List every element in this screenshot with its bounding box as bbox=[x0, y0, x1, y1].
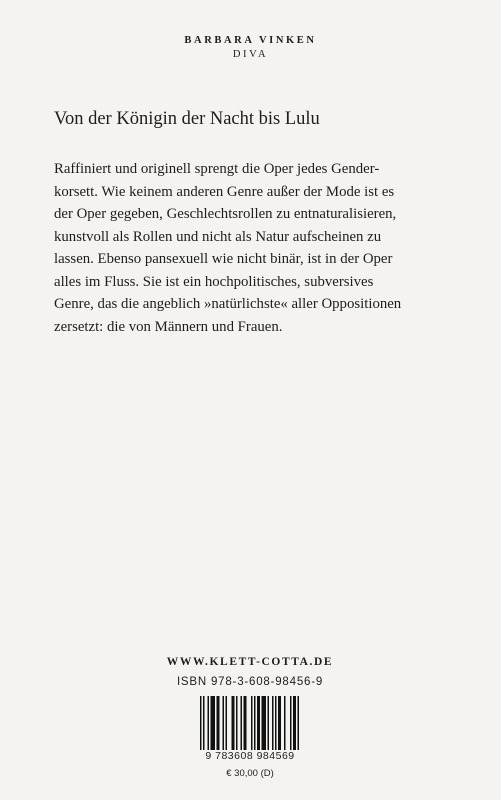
barcode-number: 9 783608 984569 bbox=[196, 750, 304, 762]
blurb-line: korsett. Wie keinem anderen Genre außer der Mode ist es bbox=[54, 183, 395, 200]
blurb-headline: Von der Königin der Nacht bis Lulu bbox=[54, 109, 320, 129]
blurb-line: der Oper gegeben, Geschlechtsrollen zu entnaturalisieren, bbox=[54, 206, 397, 222]
publisher-info bbox=[130, 654, 370, 690]
book-title: DIVA bbox=[232, 49, 269, 60]
barcode-bars-icon bbox=[196, 696, 304, 752]
blurb-line: Genre, das die angeblich »natürlichste« aller Oppositionen bbox=[54, 296, 402, 312]
blurb-line: Raffiniert und originell sprengt die Oper jedes Gender- bbox=[54, 161, 380, 177]
cover-header bbox=[0, 34, 501, 62]
price-label: € 30,00 (D) bbox=[226, 768, 274, 779]
blurb-line: kunstvoll als Rollen und nicht als Natur aufscheinen zu bbox=[54, 228, 382, 245]
author-name: BARBARA VINKEN bbox=[184, 35, 317, 46]
blurb-line: lassen. Ebenso pansexuell wie nicht binär, ist in der Oper bbox=[54, 251, 393, 267]
blurb-line: zersetzt: die von Männern und Frauen. bbox=[54, 318, 283, 335]
blurb-line: alles im Fluss. Sie ist ein hochpolitisches, subversives bbox=[54, 273, 374, 290]
publisher-website: WWW.KLETT-COTTA.DE bbox=[166, 656, 334, 668]
barcode bbox=[196, 696, 304, 764]
isbn-number: ISBN 978-3-608-98456-9 bbox=[176, 676, 324, 688]
blurb-text bbox=[54, 158, 454, 338]
